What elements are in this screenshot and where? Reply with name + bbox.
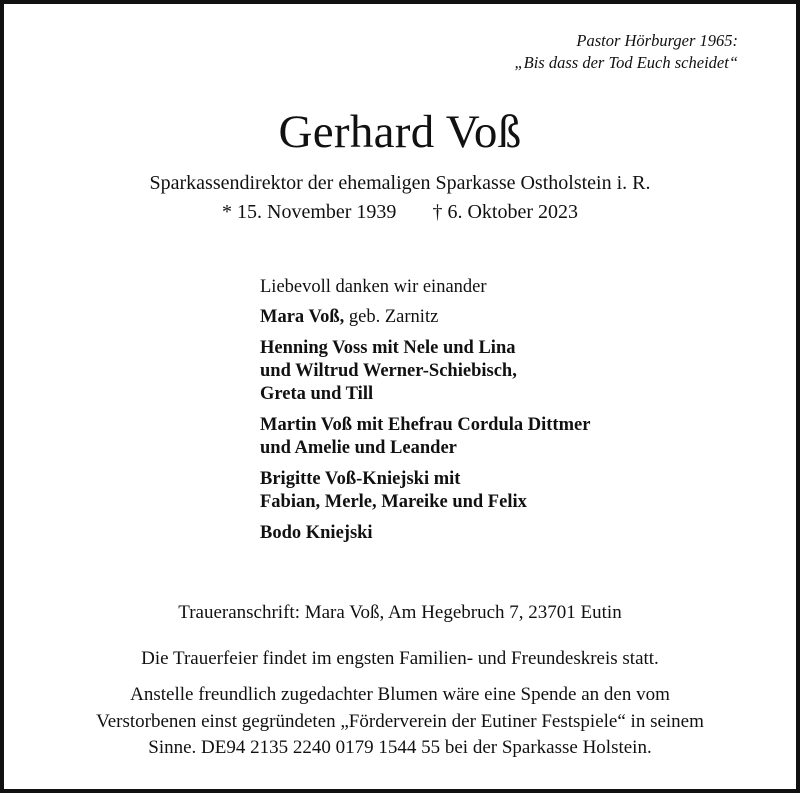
mourner-line: Greta und Till [260, 384, 374, 404]
mourner-line: Brigitte Voß-Kniejski mit [260, 469, 461, 489]
birth-date: * 15. November 1939 [222, 201, 397, 223]
mourner-entry [260, 337, 590, 406]
mourner-entry [260, 414, 590, 460]
mourner-line: Bodo Kniejski [260, 523, 373, 543]
deceased-name: Gerhard Voß [278, 106, 522, 158]
mourner-maiden-name: geb. Zarnitz [344, 307, 439, 327]
mourner-line: Fabian, Merle, Mareike und Felix [260, 492, 527, 512]
donation-line: Anstelle freundlich zugedachter Blumen wäre eine Spende an den vom [130, 684, 670, 705]
quote-attribution: Pastor Hörburger 1965: [576, 31, 738, 50]
life-dates [0, 199, 800, 225]
mourner-entry [260, 468, 590, 514]
mourners-intro: Liebevoll danken wir einander [260, 277, 487, 297]
mourner-line: Henning Voss mit Nele und Lina [260, 338, 516, 358]
deceased-title: Sparkassendirektor der ehemaligen Sparkasse Ostholstein i. R. [149, 172, 651, 194]
funeral-note: Die Trauerfeier findet im engsten Familien- und Freundeskreis statt. [141, 648, 659, 669]
mourner-line: und Amelie und Leander [260, 438, 457, 458]
donation-note [0, 682, 800, 762]
mourners-list [260, 276, 590, 553]
donation-line: Sinne. DE94 2135 2240 0179 1544 55 bei der Sparkasse Holstein. [148, 737, 652, 758]
mourner-line: und Wiltrud Werner-Schiebisch, [260, 361, 517, 381]
mourner-line: Martin Voß mit Ehefrau Cordula Dittmer [260, 415, 591, 435]
mourner-entry [260, 306, 590, 329]
pastor-quote [514, 30, 738, 74]
quote-text: „Bis dass der Tod Euch scheidet“ [514, 53, 738, 72]
mourner-name: Mara Voß, [260, 307, 345, 327]
death-date: † 6. Oktober 2023 [432, 201, 578, 223]
mourning-address: Traueranschrift: Mara Voß, Am Hegebruch 7, 23701 Eutin [178, 602, 622, 623]
mourner-entry [260, 522, 590, 545]
donation-line: Verstorbenen einst gegründeten „Förderverein der Eutiner Festspiele“ in seinem [96, 710, 704, 732]
